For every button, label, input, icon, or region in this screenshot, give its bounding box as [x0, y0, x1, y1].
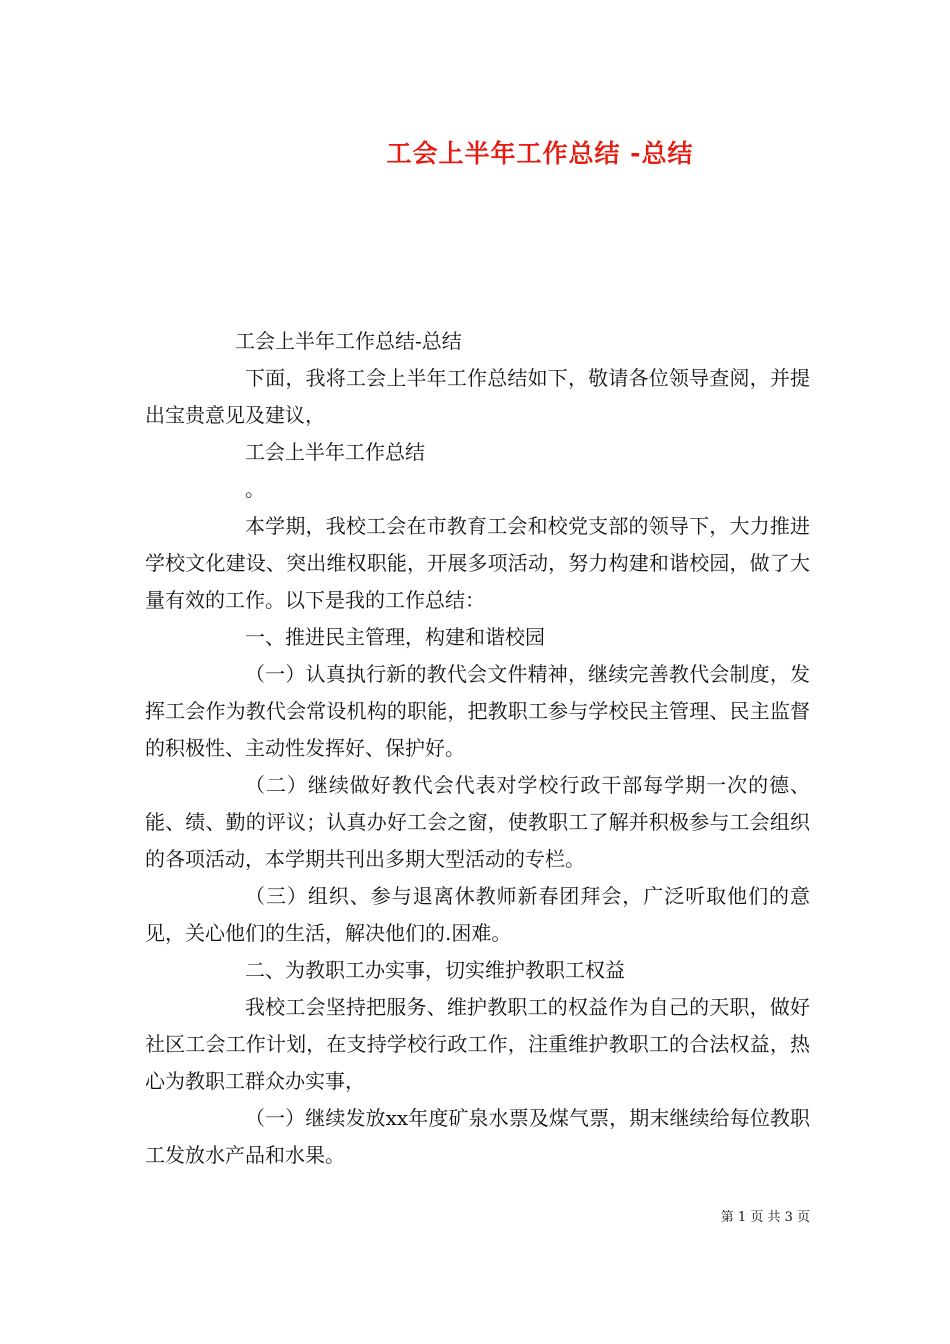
paragraph-overview: 本学期，我校工会在市教育工会和校党支部的领导下，大力推进学校文化建设、突出维权职能，开展多项活动，努力构建和谐校园，做了大量有效的工作。以下是我的工作总结： [145, 514, 810, 612]
paragraph-1-2: （二）继续做好教代会代表对学校行政干部每学期一次的德、能、绩、勤的评议；认真办好工会之窗，使教职工了解并积极参与工会组织的各项活动，本学期共刊出多期大型活动的专栏。 [145, 773, 810, 871]
paragraph-period: 。 [245, 477, 265, 501]
paragraph-intro: 下面，我将工会上半年工作总结如下，敬请各位领导查阅，并提出宝贵意见及建议， [145, 366, 810, 427]
paragraph-1-3: （三）组织、参与退离休教师新春团拜会，广泛听取他们的意见，关心他们的生活，解决他们的.困难。 [145, 884, 810, 945]
paragraph-1-1: （一）认真执行新的教代会文件精神，继续完善教代会制度，发挥工会作为教代会常设机构的职能，把教职工参与学校民主管理、民主监督的积极性、主动性发挥好、保护好。 [145, 662, 810, 760]
document-title: 工会上半年工作总结 -总结 [386, 139, 694, 168]
paragraph-2-intro: 我校工会坚持把服务、维护教职工的权益作为自己的天职，做好社区工会工作计划，在支持学校行政工作，注重维护教职工的合法权益，热心为教职工群众办实事， [145, 995, 810, 1093]
paragraph-heading: 工会上半年工作总结 [245, 440, 425, 464]
section-heading-2: 二、为教职工办实事，切实维护教职工权益 [245, 958, 625, 982]
page-number: 第 1 页 共 3 页 [720, 1210, 810, 1225]
document-body [145, 323, 810, 1174]
paragraph-2-1: （一）继续发放xx年度矿泉水票及煤气票，期末继续给每位教职工发放水产品和水果。 [145, 1106, 810, 1167]
section-heading-1: 一、推进民主管理，构建和谐校园 [245, 625, 545, 649]
paragraph-subtitle: 工会上半年工作总结-总结 [235, 329, 462, 353]
